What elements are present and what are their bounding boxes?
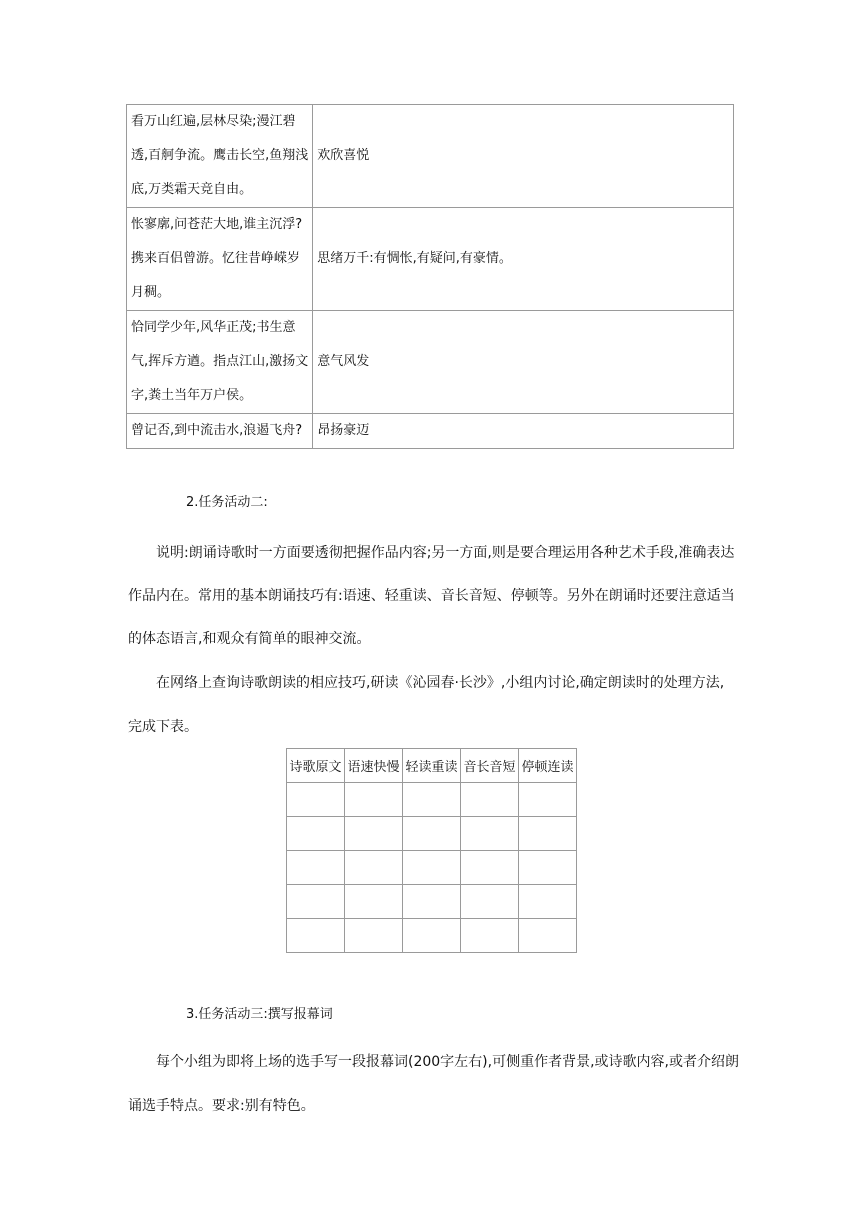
- table-row: [127, 208, 734, 311]
- emotion-cell: 思绪万千:有惆怅,有疑问,有豪情。: [313, 208, 734, 311]
- poem-line: 透,百舸争流。鹰击长空,鱼翔浅: [131, 148, 309, 163]
- empty-cell: [403, 885, 461, 919]
- empty-cell: [287, 817, 345, 851]
- empty-cell: [403, 817, 461, 851]
- paragraph-line: 在网络上查询诗歌朗读的相应技巧,研读《沁园春·长沙》,小组内讨论,确定朗读时的处理方法,: [156, 675, 725, 691]
- table-row: [287, 851, 577, 885]
- header-cell: 音长音短: [461, 749, 519, 783]
- paragraph-line: 完成下表。: [128, 719, 198, 735]
- empty-cell: [287, 885, 345, 919]
- emotion-cell: 欢欣喜悦: [313, 105, 734, 208]
- table-row: [287, 783, 577, 817]
- empty-cell: [403, 919, 461, 953]
- empty-cell: [345, 851, 403, 885]
- empty-cell: [287, 783, 345, 817]
- table-row: [127, 414, 734, 449]
- empty-cell: [519, 919, 577, 953]
- table-row: [287, 817, 577, 851]
- poem-cell: [127, 311, 313, 414]
- paragraph-line: 每个小组为即将上场的选手写一段报幕词(200字左右),可侧重作者背景,或诗歌内容,或者介绍朗: [156, 1054, 739, 1070]
- table-row: [127, 105, 734, 208]
- poem-cell: [127, 105, 313, 208]
- empty-cell: [403, 851, 461, 885]
- emotion-cell: 意气风发: [313, 311, 734, 414]
- empty-cell: [519, 885, 577, 919]
- task2-heading: 2.任务活动二:: [186, 495, 268, 510]
- header-cell: 轻读重读: [403, 749, 461, 783]
- empty-cell: [519, 851, 577, 885]
- poem-line: 携来百侣曾游。忆往昔峥嵘岁: [131, 251, 301, 266]
- paragraph-line: 作品内在。常用的基本朗诵技巧有:语速、轻重读、音长音短、停顿等。另外在朗诵时还要注意适当: [128, 588, 735, 604]
- paragraph-line: 的体态语言,和观众有简单的眼神交流。: [128, 631, 371, 647]
- empty-cell: [345, 885, 403, 919]
- empty-cell: [519, 817, 577, 851]
- poem-cell: [127, 208, 313, 311]
- empty-cell: [345, 817, 403, 851]
- empty-cell: [287, 919, 345, 953]
- poem-cell: [127, 414, 313, 449]
- poem-line: 怅寥廓,问苍茫大地,谁主沉浮?: [131, 217, 303, 232]
- table-header-row: [287, 749, 577, 783]
- empty-cell: [461, 885, 519, 919]
- header-cell: 诗歌原文: [287, 749, 345, 783]
- poem-line: 曾记否,到中流击水,浪遏飞舟?: [131, 423, 303, 438]
- empty-cell: [345, 783, 403, 817]
- table-row: [287, 885, 577, 919]
- poem-emotion-table: [126, 104, 734, 449]
- poem-line: 恰同学少年,风华正茂;书生意: [131, 320, 296, 335]
- empty-cell: [403, 783, 461, 817]
- table-row: [127, 311, 734, 414]
- poem-line: 底,万类霜天竞自由。: [131, 182, 253, 197]
- paragraph-line: 说明:朗诵诗歌时一方面要透彻把握作品内容;另一方面,则是要合理运用各种艺术手段,准确表达: [156, 545, 735, 561]
- paragraph-line: 诵选手特点。要求:别有特色。: [128, 1098, 315, 1114]
- task3-heading: 3.任务活动三:撰写报幕词: [186, 1007, 333, 1022]
- poem-line: 月稠。: [131, 285, 171, 300]
- table-row: [287, 919, 577, 953]
- empty-cell: [461, 783, 519, 817]
- empty-cell: [287, 851, 345, 885]
- poem-line: 看万山红遍,层林尽染;漫江碧: [131, 114, 296, 129]
- poem-line: 字,粪土当年万户侯。: [131, 388, 253, 403]
- header-cell: 停顿连读: [519, 749, 577, 783]
- empty-cell: [519, 783, 577, 817]
- reading-technique-table: [286, 748, 577, 953]
- empty-cell: [345, 919, 403, 953]
- empty-cell: [461, 817, 519, 851]
- poem-line: 气,挥斥方遒。指点江山,激扬文: [131, 354, 309, 369]
- emotion-cell: 昂扬豪迈: [313, 414, 734, 449]
- empty-cell: [461, 919, 519, 953]
- empty-cell: [461, 851, 519, 885]
- header-cell: 语速快慢: [345, 749, 403, 783]
